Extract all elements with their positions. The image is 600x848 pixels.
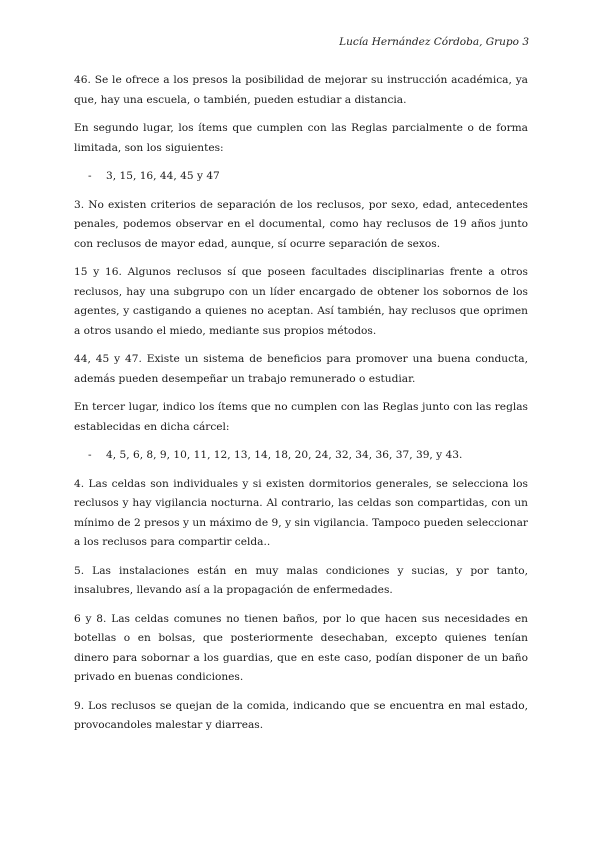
paragraph-items-6-8: 6 y 8. Las celdas comunes no tienen baños, por lo que hacen sus necesidades en botellas o en bolsas, que posteriormente desechaban, excepto quienes tenían dinero para sobornar a los guardias, que en este caso, podían disponer de un baño privado en buenas condiciones. (74, 612, 528, 683)
paragraph-item-3: 3. No existen criterios de separación de los reclusos, por sexo, edad, antecedentes penales, podemos observar en el documental, como hay reclusos de 19 años junto con reclusos de mayor edad, aunque, sí ocurre separación de sexos. (74, 198, 528, 250)
paragraph-items-15-16: 15 y 16. Algunos reclusos sí que poseen facultades disciplinarias frente a otros reclusos, hay una subgrupo con un líder encargado de obtener los sobornos de los agentes, y castigando a quienes no aceptan. Así también, hay reclusos que oprimen a otros usando el miedo, mediante sus propios métodos. (74, 266, 528, 337)
page-header-author: Lucía Hernández Córdoba, Grupo 3 (339, 36, 529, 48)
paragraph-third-group-intro: En tercer lugar, indico los ítems que no cumplen con las Reglas junto con las reglas establecidas en dicha cárcel: (74, 401, 528, 433)
bullet-marker: - (88, 449, 92, 461)
paragraph-second-group-intro: En segundo lugar, los ítems que cumplen con las Reglas parcialmente o de forma limitada, son los siguientes: (74, 122, 528, 154)
paragraph-item-9: 9. Los reclusos se quejan de la comida, indicando que se encuentra en mal estado, provocandoles malestar y diarreas. (74, 699, 528, 731)
paragraph-item-5: 5. Las instalaciones están en muy malas condiciones y sucias, y por tanto, insalubres, llevando así a la propagación de enfermedades. (74, 564, 528, 596)
bullet-partial-items (88, 167, 528, 187)
bullet-noncompliant-items (88, 446, 528, 466)
paragraph-items-44-45-47: 44, 45 y 47. Existe un sistema de beneficios para promover una buena conducta, además pueden desempeñar un trabajo remunerado o estudiar. (74, 353, 528, 385)
bullet-marker: - (88, 170, 92, 182)
paragraph-item-46: 46. Se le ofrece a los presos la posibilidad de mejorar su instrucción académica, ya que, hay una escuela, o también, pueden estudiar a distancia. (74, 74, 528, 106)
document-body (74, 71, 528, 745)
paragraph-item-4: 4. Las celdas son individuales y si existen dormitorios generales, se selecciona los reclusos y hay vigilancia nocturna. Al contrario, las celdas son compartidas, con un mínimo de 2 presos y un máximo de 9, y sin vigilancia. Tampoco pueden seleccionar a los reclusos para compartir celda.. (74, 477, 528, 548)
bullet-text: 4, 5, 6, 8, 9, 10, 11, 12, 13, 14, 18, 20, 24, 32, 34, 36, 37, 39, y 43. (106, 449, 463, 461)
bullet-text: 3, 15, 16, 44, 45 y 47 (106, 170, 220, 182)
